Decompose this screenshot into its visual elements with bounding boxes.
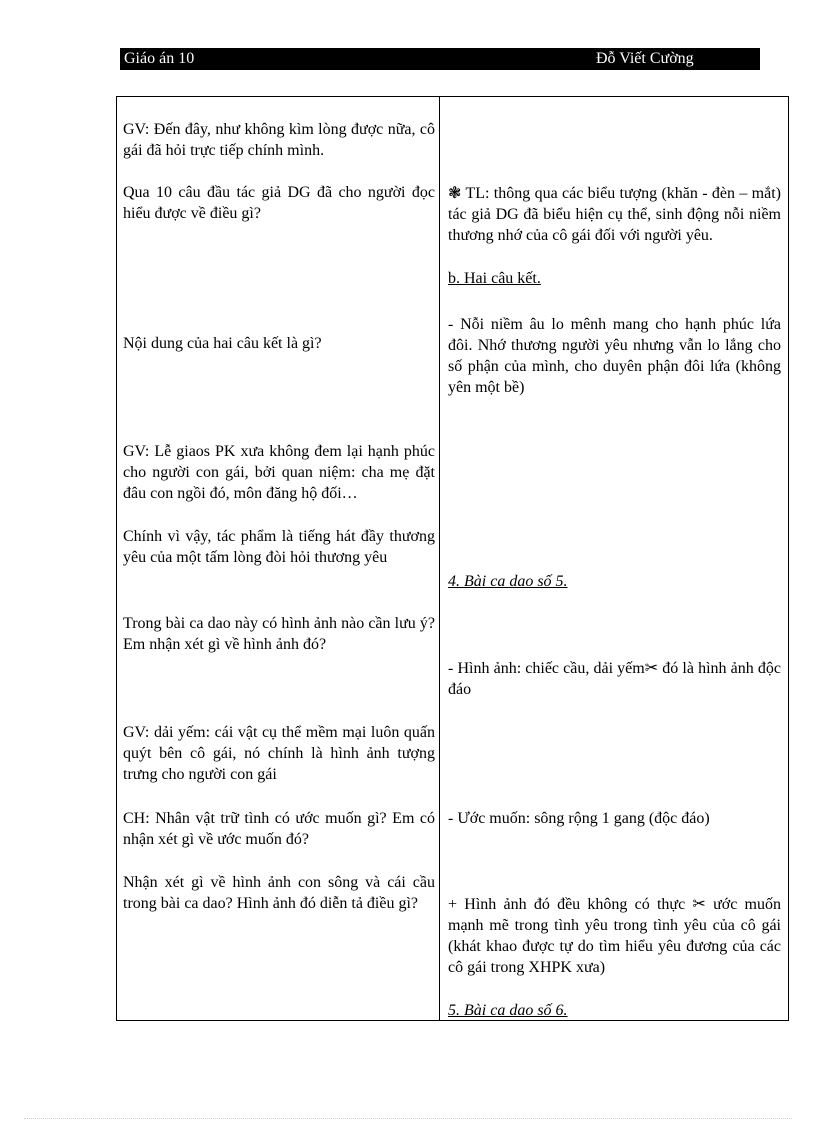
lesson-table <box>116 96 789 1021</box>
left-paragraph-2: GV: Lễ giaos PK xưa không đem lại hạnh phúc cho người con gái, bởi quan niệm: cha mẹ đặt đâu con ngồi đó, môn đăng hộ đối… <box>123 443 435 502</box>
right-answer-1: ❃ TL: thông qua các biểu tượng (khăn - đèn – mắt) tác giả DG đã biểu hiện cụ thể, sinh động nỗi niềm thương nhớ của cô gái đối với người yêu. <box>448 185 781 244</box>
page-header <box>120 48 760 70</box>
left-paragraph-4: GV: dải yếm: cái vật cụ thể mềm mại luôn quấn quýt bên cô gái, nó chính là hình ảnh tượng trưng cho người con gái <box>123 724 435 783</box>
right-heading-5: 5. Bài ca dao số 6. <box>448 1002 568 1019</box>
page-bottom-rule <box>24 1118 792 1119</box>
left-question-3: Trong bài ca dao này có hình ảnh nào cần lưu ý? Em nhận xét gì về hình ảnh đó? <box>123 615 435 653</box>
header-author: Đỗ Viết Cường <box>596 50 694 67</box>
left-question-1: Qua 10 câu đầu tác giả DG đã cho người đọc hiểu được về điều gì? <box>123 184 435 222</box>
right-answer-2: - Nỗi niềm âu lo mênh mang cho hạnh phúc lứa đôi. Nhớ thương người yêu nhưng vẫn lo lắng cho số phận của mình, cho duyên phận đôi lứa (không yên một bề) <box>448 316 781 396</box>
left-paragraph-3: Chính vì vậy, tác phẩm là tiếng hát đầy thương yêu của một tấm lòng đòi hỏi thương yêu <box>123 528 435 566</box>
right-heading-4: 4. Bài ca dao số 5. <box>448 573 568 590</box>
left-paragraph-1: GV: Đến đây, như không kìm lòng được nữa, cô gái đã hỏi trực tiếp chính mình. <box>123 121 435 159</box>
right-answer-5: + Hình ảnh đó đều không có thực ✂ ước muốn mạnh mẽ trong tình yêu trong tình yêu của cô gái (khát khao được tự do tìm hiểu yêu đương của các cô gái trong XHPK xưa) <box>448 896 781 976</box>
right-answer-3: - Hình ảnh: chiếc cầu, dải yếm✂ đó là hình ảnh độc đáo <box>448 660 781 698</box>
header-lesson-title: Giáo án 10 <box>124 50 195 67</box>
right-heading-b: b. Hai câu kết. <box>448 270 541 287</box>
right-answer-4: - Ước muốn: sông rộng 1 gang (độc đáo) <box>448 810 710 827</box>
left-question-5: Nhận xét gì về hình ảnh con sông và cái cầu trong bài ca dao? Hình ảnh đó diễn tả điều gì? <box>123 874 435 912</box>
left-question-2: Nội dung của hai câu kết là gì? <box>123 335 322 352</box>
column-divider <box>439 97 440 1020</box>
left-question-4: CH: Nhân vật trữ tình có ước muốn gì? Em có nhận xét gì về ước muốn đó? <box>123 810 435 848</box>
